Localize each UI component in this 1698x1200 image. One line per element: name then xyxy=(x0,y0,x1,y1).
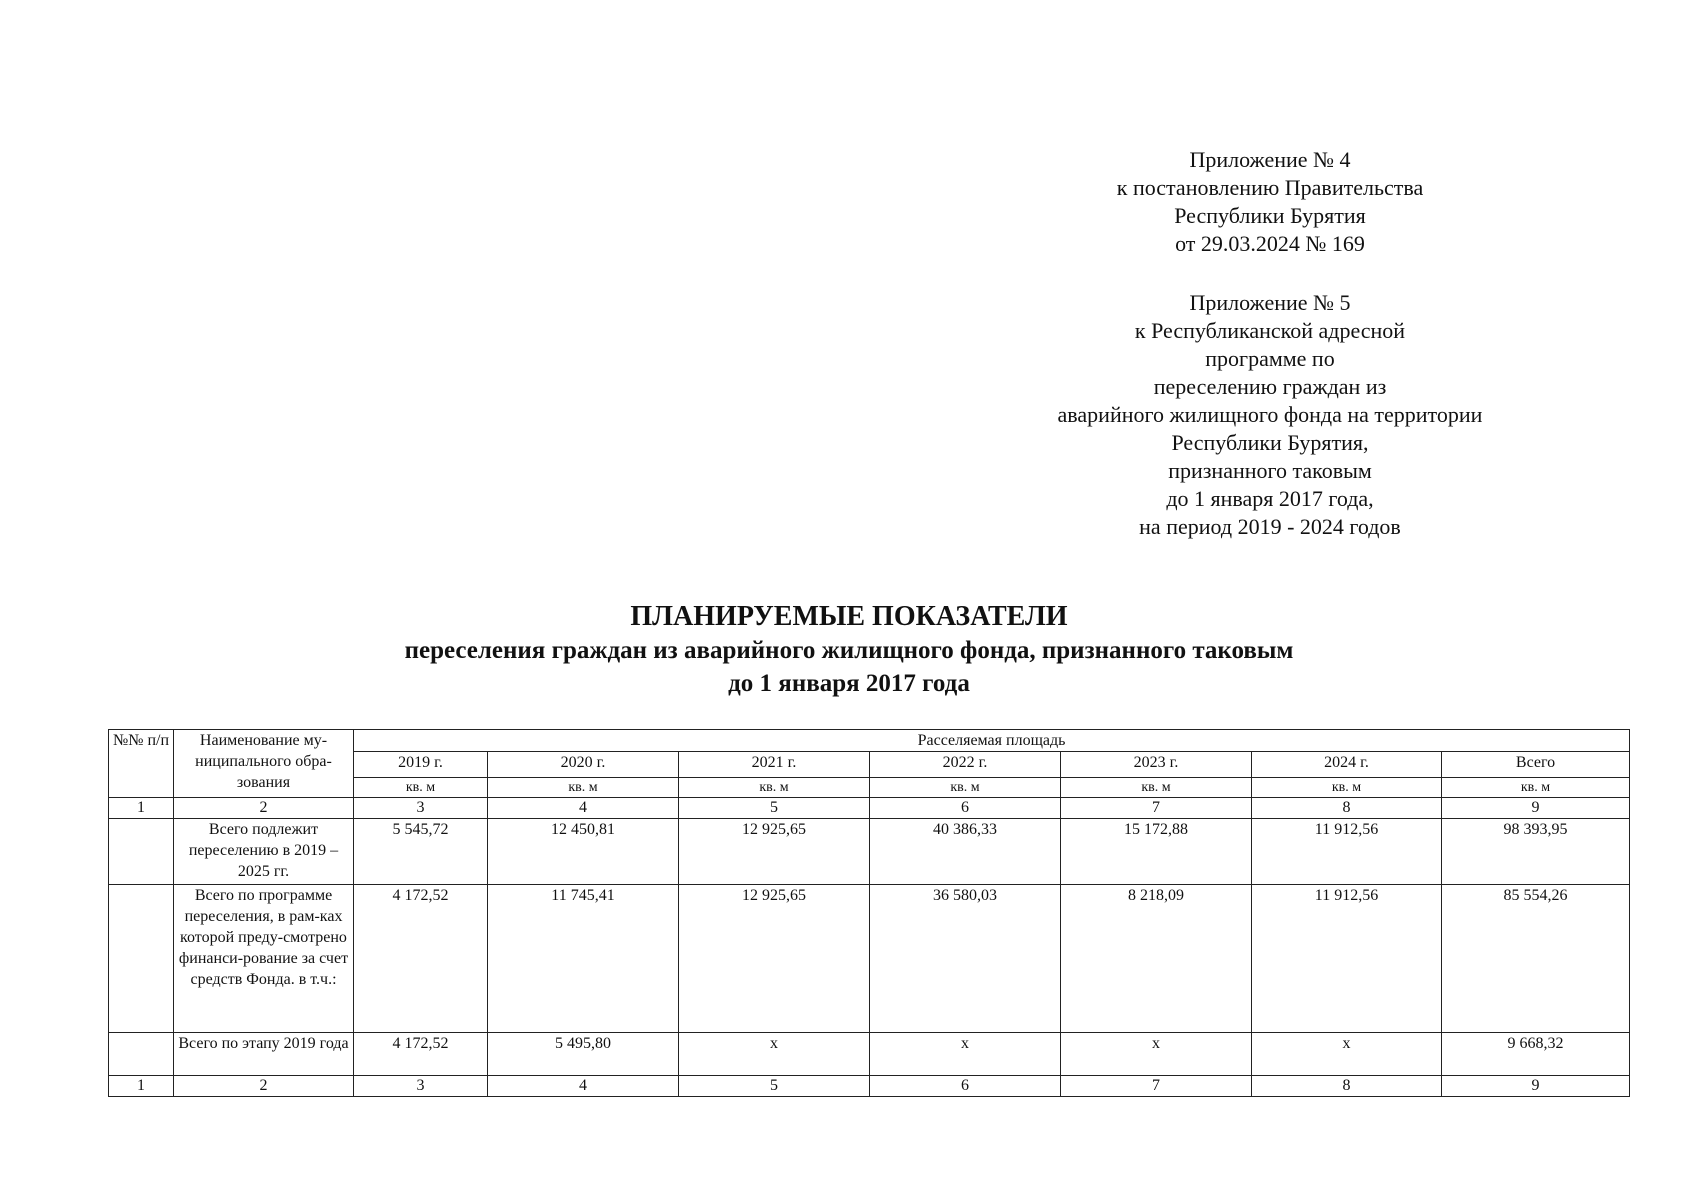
index-cell: 8 xyxy=(1252,1076,1442,1097)
row-name: Всего по этапу 2019 года xyxy=(174,1033,354,1076)
appendix-5-block xyxy=(990,289,1550,541)
row-num xyxy=(109,1033,174,1076)
index-cell: 2 xyxy=(174,798,354,819)
index-cell: 3 xyxy=(354,1076,488,1097)
column-index-row xyxy=(109,798,1630,819)
header-group-area: Расселяемая площадь xyxy=(354,730,1630,752)
row-value: 4 172,52 xyxy=(354,1033,488,1076)
row-value: 8 218,09 xyxy=(1061,885,1252,1033)
index-cell: 3 xyxy=(354,798,488,819)
index-cell: 7 xyxy=(1061,798,1252,819)
row-value: 11 745,41 xyxy=(488,885,679,1033)
index-cell: 1 xyxy=(109,798,174,819)
row-value: 11 912,56 xyxy=(1252,885,1442,1033)
table-row xyxy=(109,1033,1630,1076)
appendix-5-line: на период 2019 - 2024 годов xyxy=(1139,514,1401,539)
header-row-group xyxy=(109,730,1630,752)
index-cell: 9 xyxy=(1442,1076,1630,1097)
row-value: 4 172,52 xyxy=(354,885,488,1033)
row-total: 9 668,32 xyxy=(1442,1033,1630,1076)
index-cell: 2 xyxy=(174,1076,354,1097)
table-row xyxy=(109,819,1630,885)
row-value: х xyxy=(1252,1033,1442,1076)
row-value: 12 925,65 xyxy=(679,819,870,885)
document-title xyxy=(0,600,1698,700)
row-value: х xyxy=(1061,1033,1252,1076)
indicators-table xyxy=(108,729,1630,1097)
title-subtitle-line-2: до 1 января 2017 года xyxy=(728,670,970,697)
header-year: 2020 г. xyxy=(488,752,679,778)
row-name: Всего по программе переселения, в рам-ках которой преду-смотрено финанси-рование за счет средств Фонда. в т.ч.: xyxy=(174,885,354,1033)
header-unit: кв. м xyxy=(488,778,679,798)
row-name: Всего подлежит переселению в 2019 – 2025 гг. xyxy=(174,819,354,885)
appendix-5-line: программе по xyxy=(1205,346,1335,371)
index-cell: 7 xyxy=(1061,1076,1252,1097)
title-subtitle-line-1: переселения граждан из аварийного жилищного фонда, признанного таковым xyxy=(404,637,1294,664)
row-value: 12 450,81 xyxy=(488,819,679,885)
title-main: ПЛАНИРУЕМЫЕ ПОКАЗАТЕЛИ xyxy=(630,601,1068,632)
appendix-5-line: Республики Бурятия, xyxy=(1171,430,1369,455)
appendix-5-line: переселению граждан из xyxy=(1153,374,1387,399)
appendix-5-line: аварийного жилищного фонда на территории xyxy=(1057,402,1483,427)
header-unit: кв. м xyxy=(679,778,870,798)
row-value: 40 386,33 xyxy=(870,819,1061,885)
header-unit: кв. м xyxy=(1442,778,1630,798)
index-cell: 1 xyxy=(109,1076,174,1097)
row-num xyxy=(109,819,174,885)
appendix-4-line: Республики Бурятия xyxy=(1174,203,1366,228)
header-year: 2024 г. xyxy=(1252,752,1442,778)
appendix-4-line: к постановлению Правительства xyxy=(1116,175,1424,200)
row-value: х xyxy=(870,1033,1061,1076)
header-year: 2023 г. xyxy=(1061,752,1252,778)
row-value: 5 495,80 xyxy=(488,1033,679,1076)
appendix-5-line: признанного таковым xyxy=(1168,458,1372,483)
header-year: 2022 г. xyxy=(870,752,1061,778)
header-unit: кв. м xyxy=(870,778,1061,798)
table-row xyxy=(109,885,1630,1033)
appendix-5-line: Приложение № 5 xyxy=(1189,290,1351,315)
appendix-4-block xyxy=(1040,146,1500,258)
header-unit: кв. м xyxy=(354,778,488,798)
index-cell: 9 xyxy=(1442,798,1630,819)
index-cell: 6 xyxy=(870,1076,1061,1097)
appendix-4-line: Приложение № 4 xyxy=(1189,147,1351,172)
appendix-4-line: от 29.03.2024 № 169 xyxy=(1175,231,1365,256)
header-unit: кв. м xyxy=(1252,778,1442,798)
index-cell: 8 xyxy=(1252,798,1442,819)
index-cell: 5 xyxy=(679,798,870,819)
header-year: 2019 г. xyxy=(354,752,488,778)
header-total: Всего xyxy=(1442,752,1630,778)
header-unit: кв. м xyxy=(1061,778,1252,798)
index-cell: 4 xyxy=(488,1076,679,1097)
row-value: 12 925,65 xyxy=(679,885,870,1033)
header-year: 2021 г. xyxy=(679,752,870,778)
row-total: 98 393,95 xyxy=(1442,819,1630,885)
header-num: №№ п/п xyxy=(109,730,174,798)
index-cell: 5 xyxy=(679,1076,870,1097)
row-value: 11 912,56 xyxy=(1252,819,1442,885)
index-cell: 4 xyxy=(488,798,679,819)
index-cell: 6 xyxy=(870,798,1061,819)
row-value: 5 545,72 xyxy=(354,819,488,885)
column-index-row xyxy=(109,1076,1630,1097)
row-value: 15 172,88 xyxy=(1061,819,1252,885)
appendix-5-line: к Республиканской адресной xyxy=(1134,318,1406,343)
row-value: 36 580,03 xyxy=(870,885,1061,1033)
header-name: Наименование му-ниципального обра-зования xyxy=(174,730,354,798)
row-num xyxy=(109,885,174,1033)
row-total: 85 554,26 xyxy=(1442,885,1630,1033)
row-value: х xyxy=(679,1033,870,1076)
appendix-5-line: до 1 января 2017 года, xyxy=(1166,486,1374,511)
